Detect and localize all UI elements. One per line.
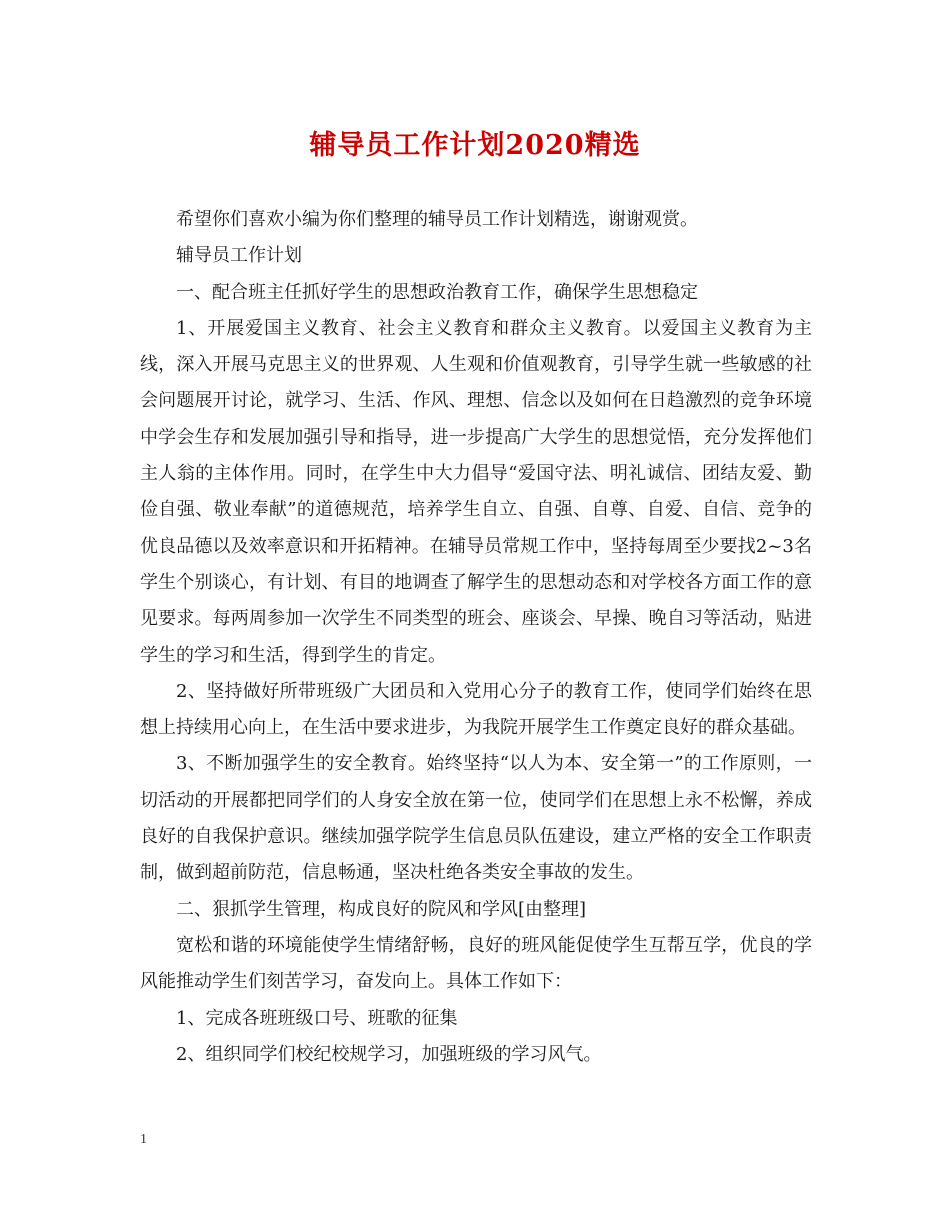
paragraph-intro: 希望你们喜欢小编为你们整理的辅导员工作计划精选，谢谢观赏。 — [176, 209, 698, 230]
document-body — [140, 202, 812, 1073]
paragraph-heading-plan: 辅导员工作计划 — [176, 245, 302, 267]
paragraph-item-1: 1、开展爱国主义教育、社会主义教育和群众主义教育。以爱国主义教育为主线，深入开展马克思主义的世界观、人生观和价值观教育，引导学生就一些敏感的社会问题展开讨论，就学习、生活、作风、理想、信念以及如何在日趋激烈的竞争环境中学会生存和发展加强引导和指导，进一步提高广大学生的思想觉悟，充分发挥他们主人翁的主体作用。同时，在学生中大力倡导“爱国守法、明礼诚信、团结友爱、勤俭自强、敬业奉献”的道德规范，培养学生自立、自强、自尊、自爱、自信、竞争的优良品德以及效率意识和开拓精神。在辅导员常规工作中，坚持每周至少要找2~3名学生个别谈心，有计划、有目的地调查了解学生的思想动态和对学校各方面工作的意见要求。每两周参加一次学生不同类型的班会、座谈会、早操、晚自习等活动，贴进学生的学习和生活，得到学生的肯定。 — [140, 317, 812, 666]
section-heading-1: 一、配合班主任抓好学生的思想政治教育工作，确保学生思想稳定 — [176, 281, 698, 303]
document-title: 辅导员工作计划2020精选 — [309, 130, 641, 161]
paragraph-item-2: 2、坚持做好所带班级广大团员和入党用心分子的教育工作，使同学们始终在思想上持续用心向上，在生活中要求进步，为我院开展学生工作奠定良好的群众基础。 — [140, 680, 812, 739]
paragraph-section-2-item-2: 2、组织同学们校纪校规学习，加强班级的学习风气。 — [176, 1043, 602, 1065]
page-number: 1 — [140, 1132, 147, 1147]
paragraph-section-2-item-1: 1、完成各班班级口号、班歌的征集 — [176, 1007, 458, 1029]
section-heading-2: 二、狠抓学生管理，构成良好的院风和学风[由整理] — [176, 898, 587, 920]
paragraph-section-2-intro: 宽松和谐的环境能使学生情绪舒畅，良好的班风能促使学生互帮互学，优良的学风能推动学生们刻苦学习，奋发向上。具体工作如下： — [140, 934, 812, 993]
paragraph-item-3: 3、不断加强学生的安全教育。始终坚持“以人为本、安全第一”的工作原则，一切活动的开展都把同学们的人身安全放在第一位，使同学们在思想上永不松懈，养成良好的自我保护意识。继续加强学院学生信息员队伍建设，建立严格的安全工作职责制，做到超前防范，信息畅通，坚决杜绝各类安全事故的发生。 — [140, 753, 812, 884]
